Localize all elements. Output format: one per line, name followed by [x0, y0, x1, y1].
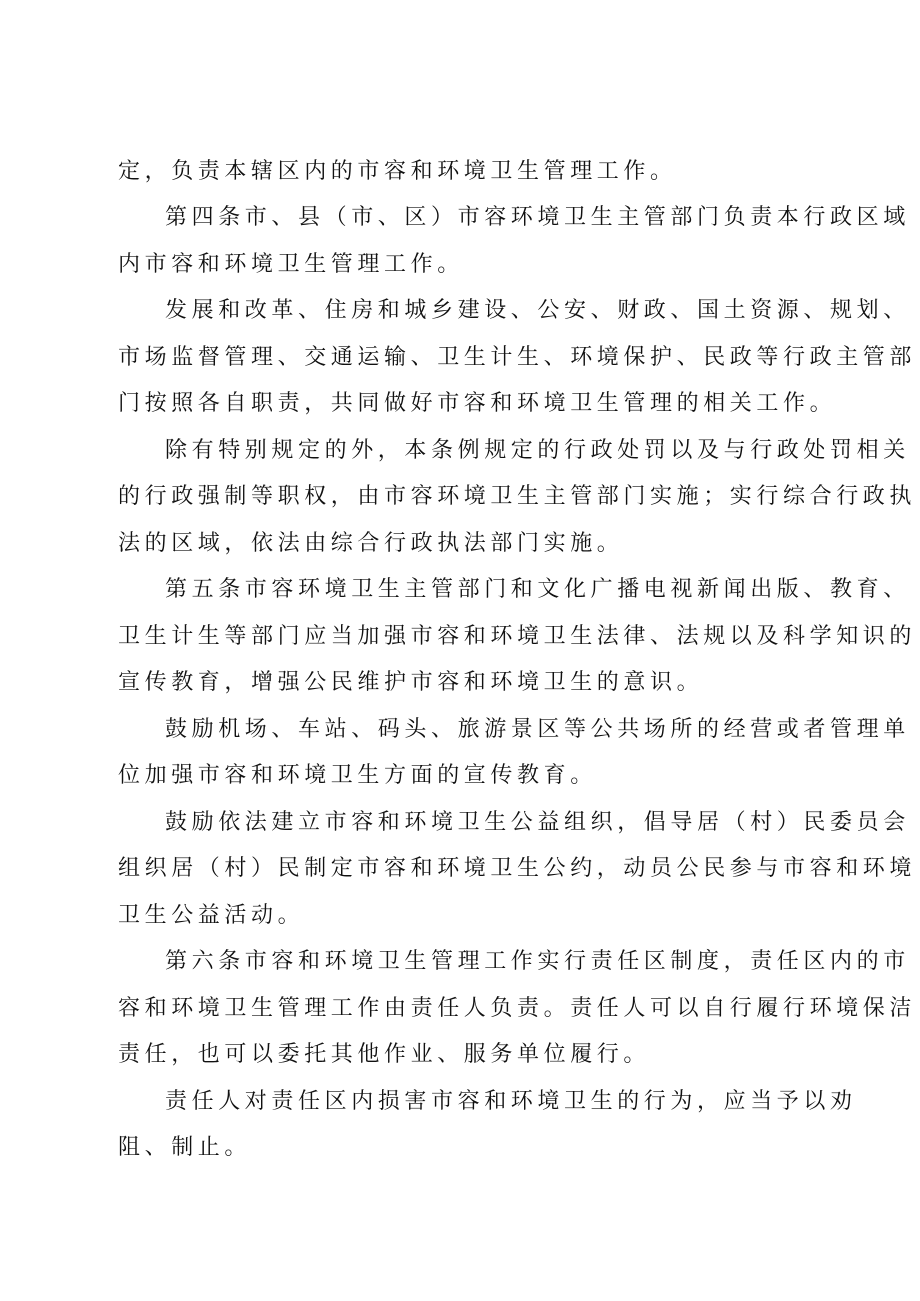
text-line: 第六条市容和环境卫生管理工作实行责任区制度，责任区内的市	[165, 949, 910, 974]
text-line: 除有特别规定的外，本条例规定的行政处罚以及与行政处罚相关	[165, 438, 910, 463]
text-line: 位加强市容和环境卫生方面的宣传教育。	[118, 763, 597, 788]
text-line: 责任，也可以委托其他作业、服务单位履行。	[118, 1042, 651, 1067]
text-line: 鼓励机场、车站、码头、旅游景区等公共场所的经营或者管理单	[165, 717, 910, 742]
text-line: 门按照各自职责，共同做好市容和环境卫生管理的相关工作。	[118, 391, 837, 416]
text-line: 第五条市容环境卫生主管部门和文化广播电视新闻出版、教育、	[165, 577, 910, 602]
text-line: 市场监督管理、交通运输、卫生计生、环境保护、民政等行政主管部	[118, 345, 917, 370]
text-line: 法的区域，依法由综合行政执法部门实施。	[118, 531, 624, 556]
text-line: 鼓励依法建立市容和环境卫生公益组织，倡导居（村）民委员会	[165, 810, 910, 835]
text-line: 定，负责本辖区内的市容和环境卫生管理工作。	[118, 159, 677, 184]
text-line: 组织居（村）民制定市容和环境卫生公约，动员公民参与市容和环境	[118, 856, 917, 881]
text-line: 阻、制止。	[118, 1135, 252, 1160]
text-line: 卫生公益活动。	[118, 903, 305, 928]
text-line: 内市容和环境卫生管理工作。	[118, 252, 464, 277]
text-line: 卫生计生等部门应当加强市容和环境卫生法律、法规以及科学知识的	[118, 624, 917, 649]
text-line: 容和环境卫生管理工作由责任人负责。责任人可以自行履行环境保洁	[118, 996, 917, 1021]
text-line: 宣传教育，增强公民维护市容和环境卫生的意识。	[118, 670, 704, 695]
text-line: 第四条市、县（市、区）市容环境卫生主管部门负责本行政区域	[165, 205, 910, 230]
text-line: 的行政强制等职权，由市容环境卫生主管部门实施；实行综合行政执	[118, 484, 917, 509]
text-line: 发展和改革、住房和城乡建设、公安、财政、国土资源、规划、	[165, 298, 910, 323]
text-line: 责任人对责任区内损害市容和环境卫生的行为，应当予以劝	[165, 1089, 857, 1114]
